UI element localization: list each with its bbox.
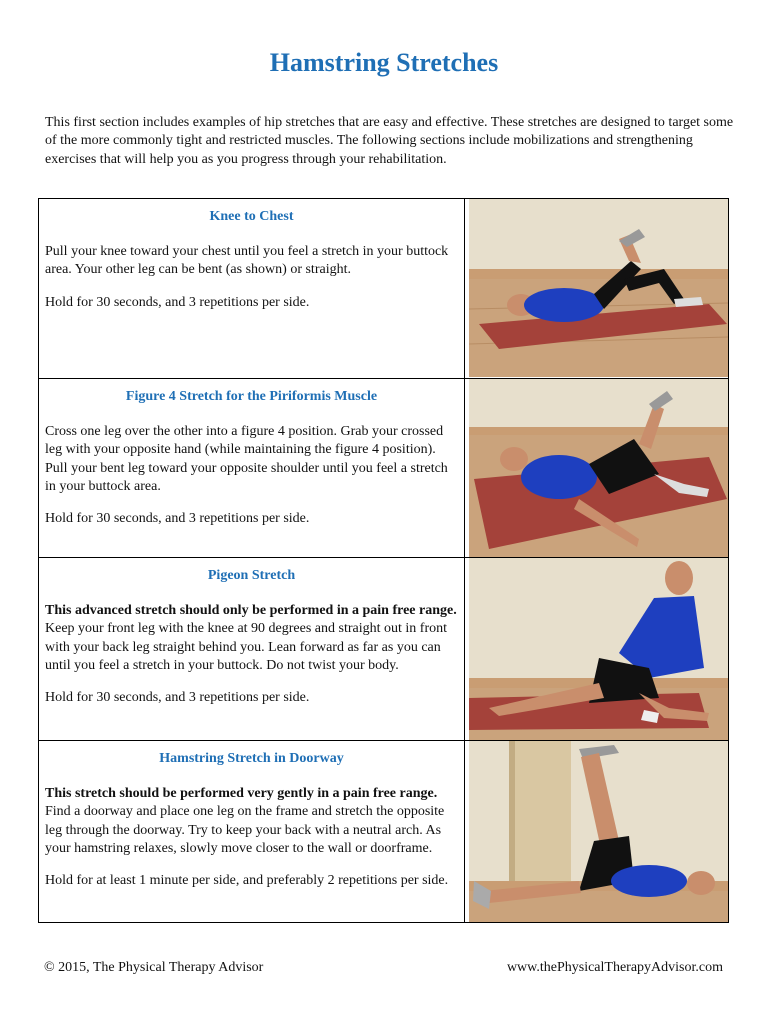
- exercise-text-cell: [39, 741, 465, 922]
- exercise-table: [38, 198, 729, 923]
- exercise-warning: [45, 602, 458, 620]
- exercise-heading: Hamstring Stretch in Doorway: [159, 751, 344, 766]
- exercise-photo-doorway: [469, 741, 728, 922]
- exercise-heading: Knee to Chest: [209, 209, 294, 224]
- exercise-hold: Hold for 30 seconds, and 3 repetitions per side.: [45, 690, 310, 706]
- exercise-description: Pull your knee toward your chest until you feel a stretch in your buttock area. Your other leg can be bent (as shown) or straight.: [45, 244, 449, 278]
- exercise-heading: Figure 4 Stretch for the Piriformis Muscle: [125, 389, 378, 404]
- exercise-warning-text: This stretch should be performed very gently in a pain free range.: [45, 786, 438, 801]
- exercise-row-pigeon: [39, 557, 728, 740]
- exercise-photo-pigeon: [469, 558, 728, 740]
- exercise-row-knee-to-chest: [39, 199, 728, 378]
- exercise-row-figure-4: [39, 378, 728, 557]
- exercise-text-cell: [39, 199, 465, 378]
- exercise-photo-knee-to-chest: [469, 199, 728, 378]
- exercise-photo-figure-4: [469, 379, 728, 557]
- exercise-hold: Hold for 30 seconds, and 3 repetitions per side.: [45, 511, 310, 527]
- exercise-row-doorway: [39, 740, 728, 922]
- exercise-description: Cross one leg over the other into a figure 4 position. Grab your crossed leg with your opposite hand (while maintaining the figure 4 position). Pull your bent leg toward your opposite shoulder until you feel a stretch in your buttock area.: [45, 424, 448, 494]
- exercise-warning: [45, 785, 458, 803]
- exercise-hold: Hold for 30 seconds, and 3 repetitions per side.: [45, 294, 310, 310]
- footer-website-link[interactable]: www.thePhysicalTherapyAdvisor.com: [506, 960, 723, 975]
- exercise-text-cell: [39, 379, 465, 557]
- exercise-warning-text: This advanced stretch should only be performed in a pain free range.: [45, 603, 457, 618]
- page-title: Hamstring Stretches: [269, 48, 499, 77]
- footer-copyright: © 2015, The Physical Therapy Advisor: [44, 960, 264, 975]
- exercise-heading: Pigeon Stretch: [207, 568, 296, 583]
- exercise-text-cell: [39, 558, 465, 740]
- exercise-description: Keep your front leg with the knee at 90 degrees and straight out in front with your back leg straight behind you. Lean forward as far as you can until you feel a stretch in your buttock. Do not twist your body.: [45, 621, 447, 673]
- intro-paragraph: This first section includes examples of hip stretches that are easy and effective. These stretches are designed to target some of the more commonly tight and restricted muscles. The following sections include mobilizations and strengthening exercises that will help you as you progress through your rehabilitation.: [45, 115, 734, 167]
- exercise-hold: Hold for at least 1 minute per side, and preferably 2 repetitions per side.: [45, 873, 449, 889]
- exercise-description: Find a doorway and place one leg on the frame and stretch the opposite leg through the doorway. Try to keep your back with a neutral arch. As your hamstring relaxes, slowly move closer to the wall or doorframe.: [45, 804, 445, 856]
